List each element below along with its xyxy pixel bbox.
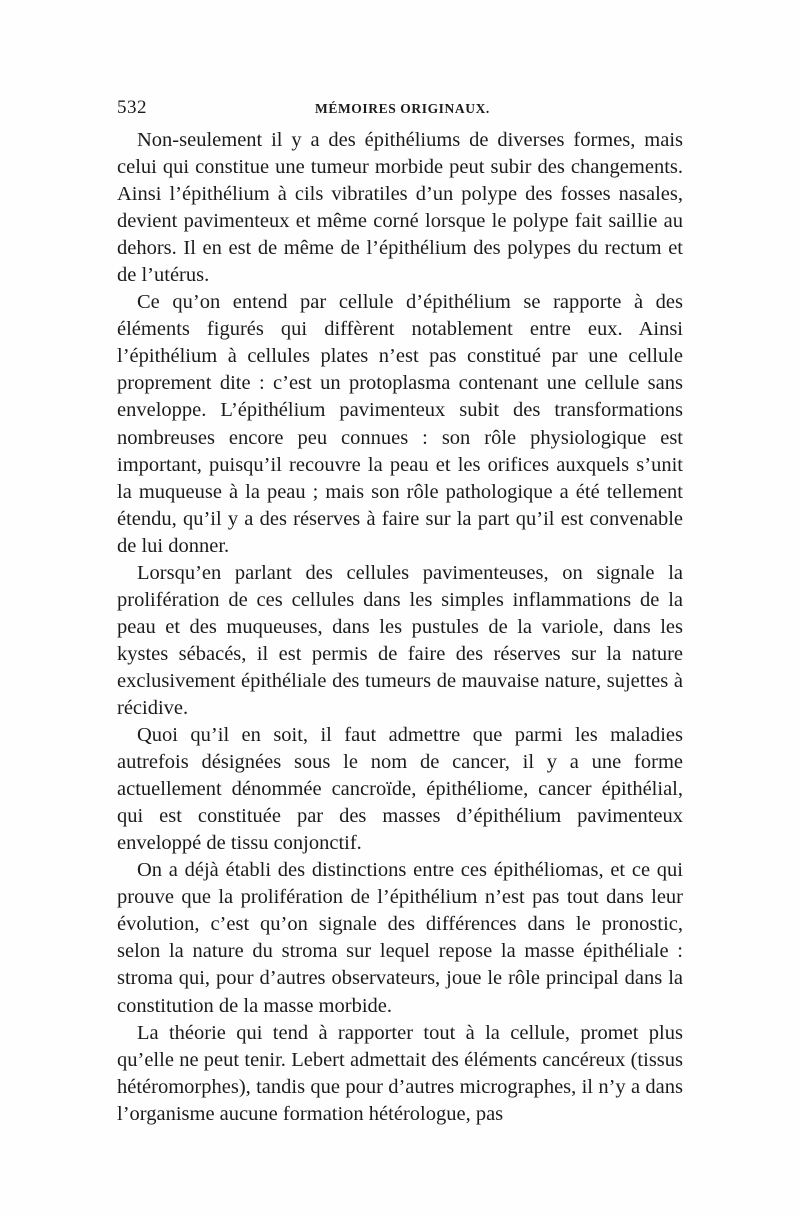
- paragraph-1: Non-seulement il y a des épithéliums de diverses formes, mais celui qui constitue une tumeur morbide peut subir des changements. Ainsi l’épithélium à cils vibratiles d’un polype des fosses nasales, devient pavimenteux et même corné lorsque le polype fait saillie au dehors. Il en est de même de l’épithélium des polypes du rectum et de l’utérus.: [117, 129, 683, 287]
- paragraph-2: Ce qu’on entend par cellule d’épithélium se rapporte à des éléments figurés qui diffèrent notablement entre eux. Ainsi l’épithélium à cellules plates n’est pas constitué par une cellule proprement dite : c’est un protoplasma contenant une cellule sans enveloppe. L’épithélium pavimenteux subit des transformations nombreuses encore peu connues : son rôle physiologique est important, puisqu’il recouvre la peau et les orifices auxquels s’unit la muqueuse à la peau ; mais son rôle pathologique a été tellement étendu, qu’il y a des réserves à faire sur la part qu’il est convenable de lui donner.: [117, 291, 683, 557]
- paragraph-5: On a déjà établi des distinctions entre ces épithéliomas, et ce qui prouve que la prolifération de l’épithélium n’est pas tout dans leur évolution, c’est qu’on signale des différences dans le pronostic, selon la nature du stroma sur lequel repose la masse épithéliale : stroma qui, pour d’autres observateurs, joue le rôle principal dans la constitution de la masse morbide.: [117, 859, 683, 1017]
- running-title: MÉMOIRES ORIGINAUX.: [315, 101, 490, 116]
- paragraph-3: Lorsqu’en parlant des cellules pavimenteuses, on signale la prolifération de ces cellules dans les simples inflammations de la peau et des muqueuses, dans les pustules de la variole, dans les kystes sébacés, il est permis de faire des réserves sur la nature exclusivement épithéliale des tumeurs de mauvaise nature, sujettes à récidive.: [117, 561, 683, 719]
- body-text: [117, 127, 683, 1128]
- paragraph-6: La théorie qui tend à rapporter tout à la cellule, promet plus qu’elle ne peut tenir. Lebert admettait des éléments cancéreux (tissus hétéromorphes), tandis que pour d’autres micrographes, il n’y a dans l’organisme aucune formation hétérologue, pas: [117, 1021, 683, 1125]
- page-number: 532: [117, 97, 147, 118]
- running-head: [117, 96, 683, 120]
- paragraph-4: Quoi qu’il en soit, il faut admettre que parmi les maladies autrefois désignées sous le nom de cancer, il y a une forme actuellement dénommée cancroïde, épithéliome, cancer épithélial, qui est constituée par des masses d’épithélium pavimenteux enveloppé de tissu conjonctif.: [117, 724, 683, 855]
